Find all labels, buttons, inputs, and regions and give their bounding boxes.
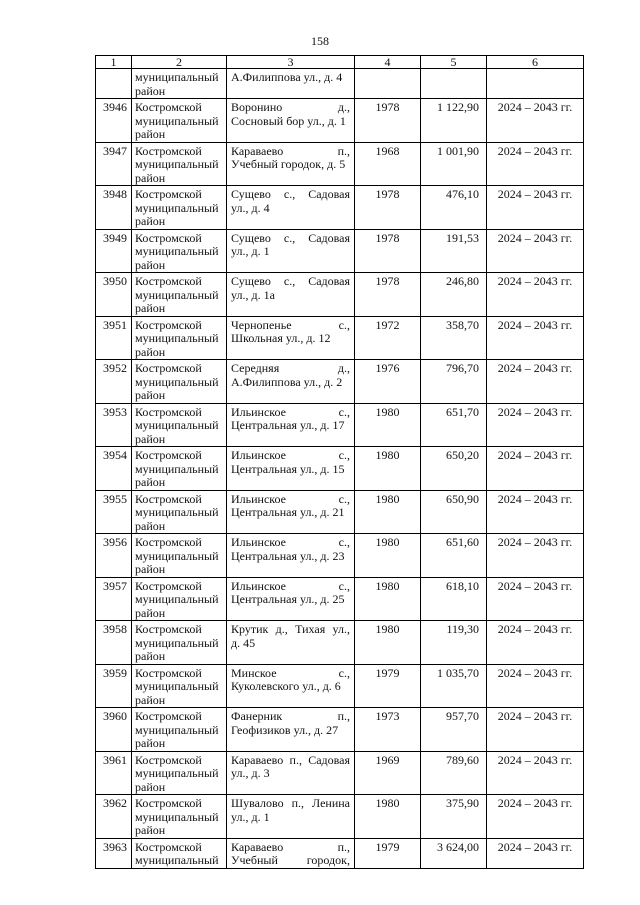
year-cell: 1978	[355, 186, 421, 230]
district-cell	[132, 273, 227, 317]
year-cell: 1980	[355, 577, 421, 621]
period-cell: 2024 – 2043 гг.	[487, 142, 584, 186]
cell-text-line: муниципальный	[135, 331, 219, 345]
district-cell	[132, 447, 227, 491]
table-row	[96, 447, 584, 491]
row-number-cell: 3954	[96, 447, 132, 491]
row-number-cell: 3956	[96, 534, 132, 578]
cell-text-line: Ильинское с.,	[231, 404, 350, 419]
cell-text-line: Костромской	[135, 578, 202, 593]
cell-text-line: Учебный городок, д. 5	[231, 157, 346, 171]
cell-text-line: Чернопенье с.,	[231, 317, 350, 332]
area-cell: 375,90	[421, 795, 487, 839]
cell-text-line: район	[135, 344, 166, 359]
cell-text-line: Ильинское с.,	[231, 535, 350, 549]
area-cell: 119,30	[421, 621, 487, 665]
period-cell: 2024 – 2043 гг.	[487, 664, 584, 708]
district-cell	[132, 99, 227, 143]
area-cell: 246,80	[421, 273, 487, 317]
cell-text-line: Костромской	[135, 274, 202, 288]
row-number-cell: 3959	[96, 664, 132, 708]
area-cell: 1 035,70	[421, 664, 487, 708]
cell-text-line: муниципальный	[135, 548, 219, 563]
cell-text-line: муниципальный	[135, 157, 219, 171]
period-cell: 2024 – 2043 гг.	[487, 447, 584, 491]
cell-text-line: Центральная ул., д. 23	[231, 548, 345, 563]
header-cell: 2	[132, 56, 227, 69]
year-cell: 1973	[355, 708, 421, 752]
period-cell	[487, 69, 584, 99]
row-number-cell: 3960	[96, 708, 132, 752]
table-row	[96, 316, 584, 360]
year-cell: 1980	[355, 621, 421, 665]
cell-text-line: Центральная ул., д. 25	[231, 592, 345, 606]
address-cell	[227, 99, 355, 143]
area-cell	[421, 69, 487, 99]
address-cell	[227, 273, 355, 317]
row-number-cell: 3961	[96, 751, 132, 795]
cell-text-line: Костромской	[135, 752, 202, 767]
period-cell: 2024 – 2043 гг.	[487, 795, 584, 839]
cell-text-line: Сущево с., Садовая	[231, 274, 350, 288]
cell-text-line: район	[135, 475, 166, 489]
district-cell	[132, 534, 227, 578]
row-number-cell: 3955	[96, 490, 132, 534]
period-cell: 2024 – 2043 гг.	[487, 229, 584, 273]
address-cell	[227, 229, 355, 273]
row-number-cell: 3949	[96, 229, 132, 273]
cell-text-line: муниципальный	[135, 287, 219, 302]
table-row	[96, 69, 584, 99]
cell-text-line: Учебный городок,	[231, 853, 350, 867]
year-cell: 1978	[355, 229, 421, 273]
cell-text-line: Костромской	[135, 143, 202, 158]
address-cell	[227, 490, 355, 534]
year-cell	[355, 69, 421, 99]
period-cell: 2024 – 2043 гг.	[487, 186, 584, 230]
address-cell	[227, 708, 355, 752]
cell-text-line: А.Филиппова ул., д. 2	[231, 374, 343, 389]
year-cell: 1979	[355, 664, 421, 708]
row-number-cell: 3947	[96, 142, 132, 186]
table-row	[96, 838, 584, 868]
cell-text-line: Ильинское с.,	[231, 491, 350, 506]
period-cell: 2024 – 2043 гг.	[487, 360, 584, 404]
table-row	[96, 751, 584, 795]
year-cell: 1968	[355, 142, 421, 186]
cell-text-line: район	[135, 605, 166, 620]
row-number-cell: 3950	[96, 273, 132, 317]
period-cell: 2024 – 2043 гг.	[487, 708, 584, 752]
cell-text-line: Фанерник п.,	[231, 709, 350, 723]
period-cell: 2024 – 2043 гг.	[487, 577, 584, 621]
cell-text-line: муниципальный	[135, 722, 219, 737]
address-cell	[227, 664, 355, 708]
cell-text-line: район	[135, 301, 166, 315]
table-row	[96, 621, 584, 665]
page-number: 158	[311, 34, 329, 48]
cell-text-line: Костромской	[135, 404, 202, 419]
district-cell	[132, 316, 227, 360]
address-cell	[227, 534, 355, 578]
cell-text-line: Воронино д.,	[231, 100, 350, 114]
cell-text-line: Центральная ул., д. 21	[231, 505, 345, 519]
year-cell: 1980	[355, 403, 421, 447]
cell-text-line: муниципальный	[135, 374, 219, 389]
table-row	[96, 534, 584, 578]
cell-text-line: Сущево с., Садовая	[231, 187, 350, 201]
cell-text-line: Сущево с., Садовая	[231, 230, 350, 245]
period-cell: 2024 – 2043 гг.	[487, 838, 584, 868]
district-cell	[132, 621, 227, 665]
area-cell: 1 122,90	[421, 99, 487, 143]
row-number-cell: 3958	[96, 621, 132, 665]
cell-text-line: Центральная ул., д. 15	[231, 461, 345, 476]
year-cell: 1980	[355, 534, 421, 578]
period-cell: 2024 – 2043 гг.	[487, 490, 584, 534]
cell-text-line: район	[135, 823, 166, 837]
area-cell: 476,10	[421, 186, 487, 230]
cell-text-line: Ильинское с.,	[231, 578, 350, 593]
cell-text-line: Минское с.,	[231, 665, 350, 680]
area-cell: 618,10	[421, 577, 487, 621]
header-cell: 5	[421, 56, 487, 69]
cell-text-line: Центральная ул., д. 17	[231, 418, 345, 432]
area-cell: 957,70	[421, 708, 487, 752]
district-cell	[132, 186, 227, 230]
table-row	[96, 273, 584, 317]
area-cell: 358,70	[421, 316, 487, 360]
cell-text-line: д. 45	[231, 635, 256, 650]
cell-text-line: район	[135, 388, 166, 402]
year-cell: 1972	[355, 316, 421, 360]
district-cell	[132, 142, 227, 186]
table-row	[96, 99, 584, 143]
year-cell: 1976	[355, 360, 421, 404]
cell-text-line: ул., д. 3	[231, 766, 270, 780]
cell-text-line: район	[135, 214, 166, 228]
cell-text-line: Костромской	[135, 187, 202, 201]
cell-text-line: муниципальный	[135, 113, 219, 128]
cell-text-line: муниципальный	[135, 418, 219, 432]
cell-text-line: Костромской	[135, 622, 202, 636]
period-cell: 2024 – 2043 гг.	[487, 99, 584, 143]
period-cell: 2024 – 2043 гг.	[487, 316, 584, 360]
cell-text-line: район	[135, 779, 166, 794]
address-cell	[227, 838, 355, 868]
cell-text-line: Костромской	[135, 361, 202, 375]
cell-text-line: район	[135, 649, 166, 663]
cell-text-line: Костромской	[135, 535, 202, 549]
cell-text-line: Костромской	[135, 839, 202, 854]
housing-table	[95, 55, 584, 869]
cell-text-line: район	[135, 257, 166, 272]
area-cell: 650,20	[421, 447, 487, 491]
cell-text-line: муниципальный	[135, 505, 219, 519]
district-cell	[132, 490, 227, 534]
district-cell	[132, 838, 227, 868]
address-cell	[227, 447, 355, 491]
cell-text-line: муниципальный	[135, 853, 219, 867]
cell-text-line: Костромской	[135, 100, 202, 114]
header-cell: 4	[355, 56, 421, 69]
cell-text-line: Середняя д.,	[231, 361, 350, 375]
address-cell	[227, 403, 355, 447]
cell-text-line: муниципальный	[135, 70, 219, 84]
cell-text-line: Сосновый бор ул., д. 1	[231, 113, 346, 128]
district-cell	[132, 664, 227, 708]
cell-text-line: Шувалово п., Ленина	[231, 796, 350, 810]
row-number-cell: 3953	[96, 403, 132, 447]
cell-text-line: район	[135, 692, 166, 707]
cell-text-line: Костромской	[135, 230, 202, 245]
cell-text-line: муниципальный	[135, 766, 219, 780]
cell-text-line: муниципальный	[135, 244, 219, 258]
area-cell: 651,60	[421, 534, 487, 578]
address-cell	[227, 69, 355, 99]
cell-text-line: район	[135, 127, 166, 141]
address-cell	[227, 360, 355, 404]
cell-text-line: ул., д. 4	[231, 200, 270, 215]
cell-text-line: муниципальный	[135, 592, 219, 606]
cell-text-line: Куколевского ул., д. 6	[231, 679, 341, 693]
year-cell: 1979	[355, 838, 421, 868]
address-cell	[227, 186, 355, 230]
cell-text-line: район	[135, 518, 166, 533]
cell-text-line: муниципальный	[135, 635, 219, 650]
cell-text-line: Костромской	[135, 796, 202, 810]
cell-text-line: район	[135, 431, 166, 446]
area-cell: 651,70	[421, 403, 487, 447]
cell-text-line: ул., д. 1а	[231, 287, 275, 302]
cell-text-line: А.Филиппова ул., д. 4	[231, 70, 343, 84]
area-cell: 650,90	[421, 490, 487, 534]
table-row	[96, 142, 584, 186]
cell-text-line: Караваево п., Садовая	[231, 752, 350, 767]
cell-text-line: район	[135, 170, 166, 185]
area-cell: 789,60	[421, 751, 487, 795]
table-row	[96, 229, 584, 273]
district-cell	[132, 751, 227, 795]
row-number-cell: 3957	[96, 577, 132, 621]
cell-text-line: Геофизиков ул., д. 27	[231, 722, 339, 737]
cell-text-line: Караваево п.,	[231, 143, 350, 158]
table-row	[96, 403, 584, 447]
row-number-cell: 3963	[96, 838, 132, 868]
period-cell: 2024 – 2043 гг.	[487, 621, 584, 665]
area-cell: 796,70	[421, 360, 487, 404]
table-row	[96, 664, 584, 708]
header-cell: 1	[96, 56, 132, 69]
table-row	[96, 186, 584, 230]
district-cell	[132, 577, 227, 621]
cell-text-line: Крутик д., Тихая ул.,	[231, 622, 350, 636]
cell-text-line: Костромской	[135, 448, 202, 462]
cell-text-line: район	[135, 562, 166, 576]
year-cell: 1980	[355, 447, 421, 491]
year-cell: 1978	[355, 273, 421, 317]
cell-text-line: Костромской	[135, 709, 202, 723]
district-cell	[132, 795, 227, 839]
district-cell	[132, 360, 227, 404]
area-cell: 3 624,00	[421, 838, 487, 868]
period-cell: 2024 – 2043 гг.	[487, 751, 584, 795]
cell-text-line: муниципальный	[135, 200, 219, 215]
address-cell	[227, 577, 355, 621]
address-cell	[227, 316, 355, 360]
row-number-cell: 3948	[96, 186, 132, 230]
row-number-cell: 3946	[96, 99, 132, 143]
district-cell	[132, 403, 227, 447]
cell-text-line: ул., д. 1	[231, 244, 270, 258]
district-cell	[132, 708, 227, 752]
period-cell: 2024 – 2043 гг.	[487, 534, 584, 578]
district-cell	[132, 229, 227, 273]
year-cell: 1980	[355, 795, 421, 839]
year-cell: 1980	[355, 490, 421, 534]
address-cell	[227, 751, 355, 795]
column-number-header	[96, 56, 584, 69]
cell-text-line: Караваево п.,	[231, 839, 350, 854]
cell-text-line: ул., д. 1	[231, 809, 270, 824]
row-number-cell: 3962	[96, 795, 132, 839]
row-number-cell: 3951	[96, 316, 132, 360]
cell-text-line: Костромской	[135, 491, 202, 506]
header-cell: 6	[487, 56, 584, 69]
cell-text-line: Костромской	[135, 317, 202, 332]
cell-text-line: Школьная ул., д. 12	[231, 331, 331, 345]
area-cell: 1 001,90	[421, 142, 487, 186]
table-row	[96, 795, 584, 839]
cell-text-line: муниципальный	[135, 461, 219, 476]
cell-text-line: район	[135, 736, 166, 750]
cell-text-line: Ильинское с.,	[231, 448, 350, 462]
address-cell	[227, 795, 355, 839]
period-cell: 2024 – 2043 гг.	[487, 403, 584, 447]
address-cell	[227, 142, 355, 186]
year-cell: 1978	[355, 99, 421, 143]
district-cell	[132, 69, 227, 99]
address-cell	[227, 621, 355, 665]
header-cell: 3	[227, 56, 355, 69]
table-body	[96, 69, 584, 869]
area-cell: 191,53	[421, 229, 487, 273]
cell-text-line: район	[135, 83, 166, 98]
period-cell: 2024 – 2043 гг.	[487, 273, 584, 317]
year-cell: 1969	[355, 751, 421, 795]
table-row	[96, 490, 584, 534]
cell-text-line: муниципальный	[135, 679, 219, 693]
cell-text-line: Костромской	[135, 665, 202, 680]
table-row	[96, 708, 584, 752]
cell-text-line: муниципальный	[135, 809, 219, 824]
table-row	[96, 360, 584, 404]
table-row	[96, 577, 584, 621]
row-number-cell: 3952	[96, 360, 132, 404]
row-number-cell	[96, 69, 132, 99]
